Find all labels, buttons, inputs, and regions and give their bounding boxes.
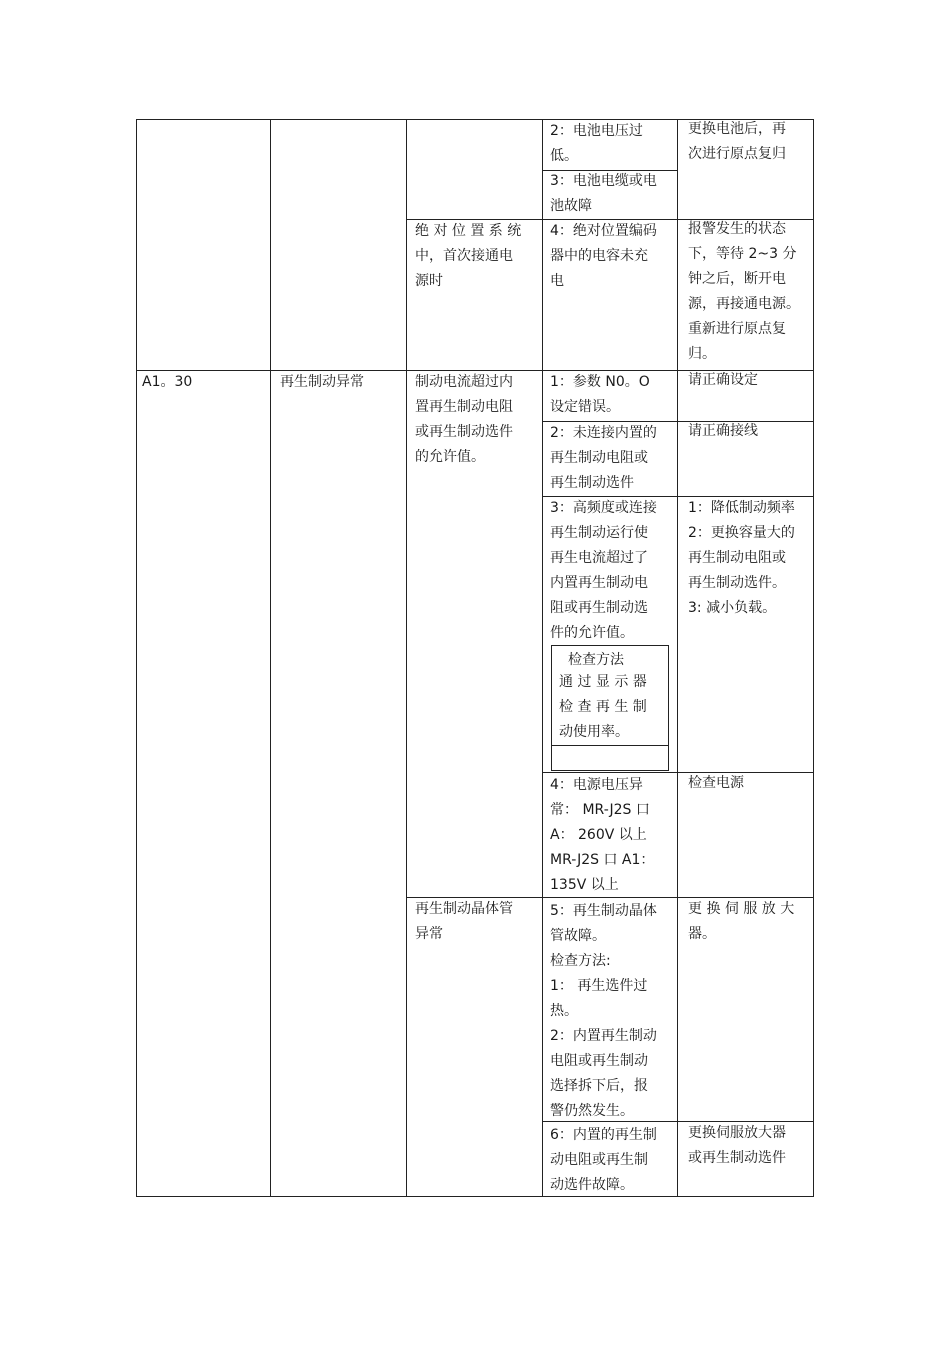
table-border-bottom (136, 1196, 814, 1197)
remedy-cell: 更换伺服放大器 或再生制动选件 (688, 1125, 786, 1166)
column-divider-3 (542, 119, 543, 1197)
detail-cell: 3：高频度或连接 再生制动运行使 再生电流超过了 内置再生制动电 阻或再生制动选 件的允许值。 (550, 500, 657, 641)
detail-cell: 6：内置的再生制 动电阻或再生制 动选件故障。 (550, 1127, 657, 1193)
detail-cell: 4：电源电压异 常： MR-J2S 口 A： 260V 以上 MR-J2S 口 A1： 135V 以上 (550, 777, 655, 893)
table-border-right (813, 119, 814, 1197)
remedy-cell: 检查电源 (688, 775, 744, 791)
alarm-table (136, 119, 814, 1197)
detail-cell: 4：绝对位置编码 器中的电容未充 电 (550, 223, 657, 289)
cause-cell: 制动电流超过内 置再生制动电阻 或再生制动选件 的允许值。 (415, 374, 513, 465)
check-method-body: 通 过 显 示 器 检 查 再 生 制 动使用率。 (559, 674, 647, 740)
detail-cell: 3：电池电缆或电 池故障 (550, 173, 657, 214)
column-divider-2 (406, 119, 407, 1197)
cause-cell: 再生制动晶体管 异常 (415, 901, 513, 942)
column-divider-4 (677, 119, 678, 1197)
remedy-cell: 请正确接线 (688, 423, 758, 439)
detail-cell: 2：电池电压过 低。 (550, 123, 643, 164)
alarm-code: A1。30 (142, 374, 193, 390)
detail-cell: 1：参数 N0。O 设定错误。 (550, 374, 650, 415)
remedy-cell: 1：降低制动频率 2：更换容量大的 再生制动电阻或 再生制动选件。 3: 减小负载。 (688, 500, 795, 616)
column-divider-1 (270, 119, 271, 1197)
check-method-divider (552, 745, 668, 746)
remedy-cell: 更换电池后，再 次进行原点复归 (688, 121, 786, 162)
remedy-cell: 更 换 伺 服 放 大 器。 (688, 901, 795, 942)
detail-cell: 2：未连接内置的 再生制动电阻或 再生制动选件 (550, 425, 657, 491)
check-method-title: 检查方法 (568, 652, 624, 668)
alarm-name: 再生制动异常 (280, 374, 364, 390)
table-border-left (136, 119, 137, 1197)
detail-cell: 5：再生制动晶体 管故障。 检查方法: 1： 再生选件过 热。 2：内置再生制动 电阻或再生制动 选择拆下后，报 警仍然发生。 (550, 903, 657, 1119)
cause-cell: 绝 对 位 置 系 统 中，首次接通电 源时 (415, 223, 522, 289)
remedy-cell: 请正确设定 (688, 372, 758, 388)
remedy-cell: 报警发生的状态 下，等待 2~3 分 钟之后，断开电 源，再接通电源。 重新进行原点复 归。 (688, 221, 800, 362)
